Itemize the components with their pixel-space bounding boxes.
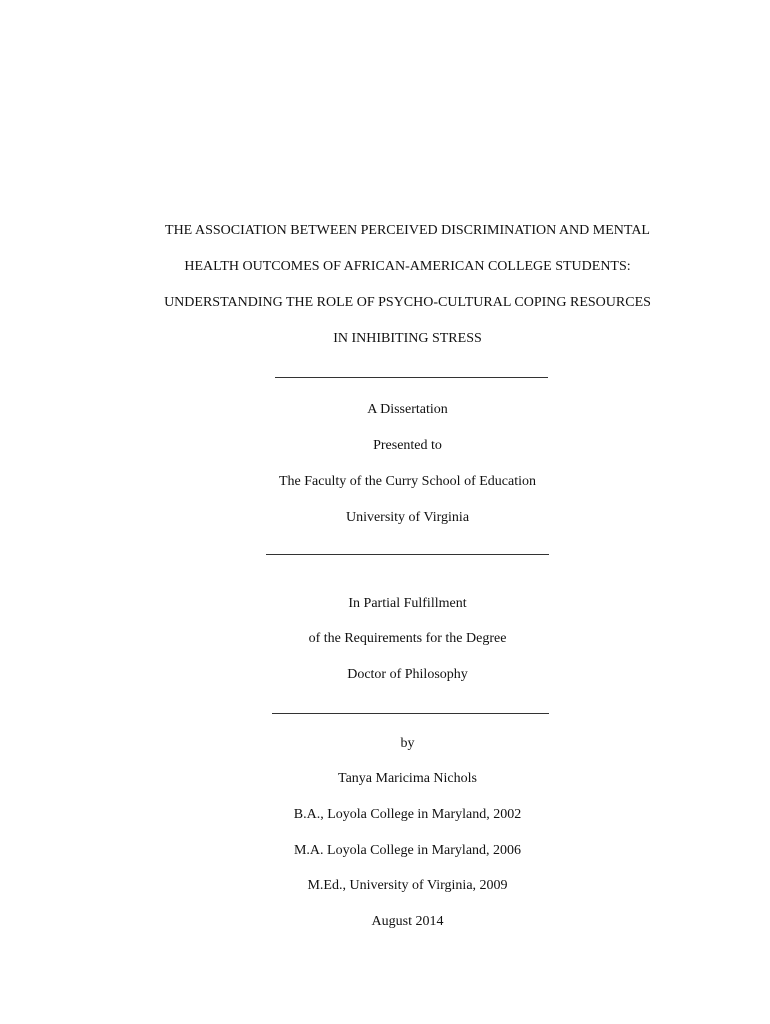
university-name: University of Virginia xyxy=(345,510,470,525)
title-line-1: THE ASSOCIATION BETWEEN PERCEIVED DISCRIMINATION AND MENTAL xyxy=(165,223,650,238)
credential-ba: B.A., Loyola College in Maryland, 2002 xyxy=(293,807,522,822)
title-line-2: HEALTH OUTCOMES OF AFRICAN-AMERICAN COLLEGE STUDENTS: xyxy=(184,259,631,274)
submission-date: August 2014 xyxy=(371,914,444,929)
by-label: by xyxy=(400,736,415,751)
presented-to: Presented to xyxy=(373,438,442,453)
fulfillment-line-1: In Partial Fulfillment xyxy=(348,596,467,611)
divider-1 xyxy=(275,377,548,378)
divider-2 xyxy=(266,554,549,555)
title-line-4: IN INHIBITING STRESS xyxy=(333,331,482,346)
degree-name: Doctor of Philosophy xyxy=(347,667,468,682)
document-type: A Dissertation xyxy=(367,402,448,417)
credential-med: M.Ed., University of Virginia, 2009 xyxy=(307,878,508,893)
author-name: Tanya Maricima Nichols xyxy=(338,771,477,786)
divider-3 xyxy=(272,713,549,714)
title-line-3: UNDERSTANDING THE ROLE OF PSYCHO-CULTURAL COPING RESOURCES xyxy=(164,295,651,310)
fulfillment-line-2: of the Requirements for the Degree xyxy=(308,631,507,646)
credential-ma: M.A. Loyola College in Maryland, 2006 xyxy=(293,843,522,858)
faculty-name: The Faculty of the Curry School of Education xyxy=(279,474,536,489)
